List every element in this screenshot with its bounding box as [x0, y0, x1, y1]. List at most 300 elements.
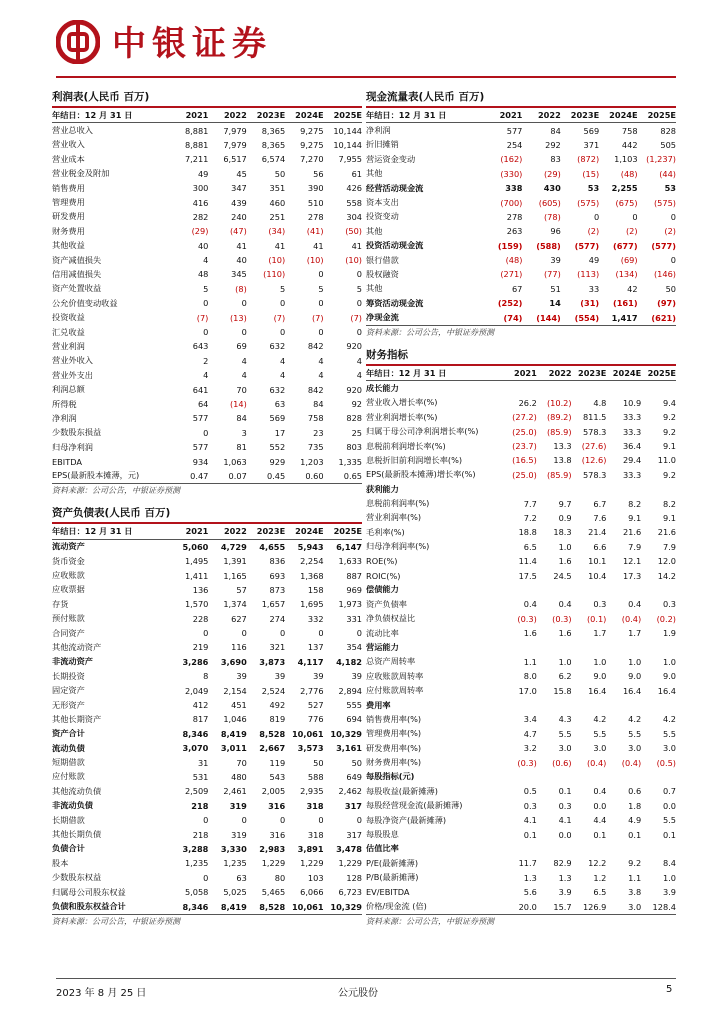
cell-value: 0	[318, 269, 324, 280]
cell-value: 17	[274, 427, 286, 438]
cell-value: 0	[318, 628, 324, 639]
table-row	[366, 453, 676, 467]
cell-value: 7.7	[523, 498, 537, 509]
table-row	[366, 755, 676, 769]
row-label: 资产处置收益	[52, 283, 102, 294]
cell-value: 426	[346, 183, 362, 194]
table-row	[366, 655, 676, 669]
cell-value: 5.5	[558, 728, 572, 739]
cell-value: (0.4)	[586, 757, 607, 768]
table-row	[52, 224, 362, 238]
cell-value: 6.7	[593, 498, 607, 509]
row-label: 其他	[366, 283, 383, 294]
row-label: 归属母公司股东权益	[52, 886, 126, 897]
table-row	[52, 554, 362, 568]
table-row	[366, 253, 676, 267]
cell-value: 5,943	[297, 541, 324, 552]
cell-value: (7)	[196, 312, 209, 323]
cell-value: 8,528	[247, 899, 285, 914]
cell-value: 51	[550, 283, 561, 294]
header-label: 年结日：12 月 31 日	[366, 366, 502, 381]
cell-value: 920	[346, 384, 362, 395]
header-year: 2024E	[599, 108, 637, 123]
cell-value: 1.3	[558, 872, 572, 883]
cell-value: 11.7	[518, 858, 537, 869]
row-label: 净现金流	[366, 310, 484, 325]
table-row	[52, 325, 362, 339]
row-label: 息税前利润率(%)	[366, 498, 430, 509]
row-label: 非流动负债	[52, 800, 93, 811]
footer-date: 2023 年 8 月 25 日	[56, 988, 147, 999]
cell-value: 57	[236, 584, 247, 595]
income-title: 利润表(人民币 百万)	[52, 88, 362, 108]
table-row	[52, 253, 362, 267]
row-label: 无形资产	[52, 699, 85, 710]
header-year: 2021	[170, 108, 208, 123]
cell-value: 116	[231, 642, 247, 653]
cell-value: 49	[588, 255, 600, 266]
table-row	[366, 267, 676, 281]
cell-value: 873	[269, 584, 286, 595]
cell-value: (44)	[659, 168, 676, 179]
cell-value: 412	[192, 700, 209, 711]
cell-value: (97)	[657, 298, 676, 309]
cell-value: 6.5	[523, 541, 537, 552]
table-row	[366, 784, 676, 798]
table-row	[52, 827, 362, 841]
cell-value: 0	[279, 815, 286, 826]
cell-value: 0	[203, 327, 209, 338]
cell-value: 3.0	[606, 899, 641, 914]
cell-value: (0.5)	[656, 757, 676, 768]
cell-value: (113)	[577, 269, 600, 280]
cell-value: 10,329	[330, 728, 362, 739]
row-label: 应收账款	[52, 570, 85, 581]
row-label: 股本	[52, 857, 69, 868]
row-label: 流动负债	[52, 742, 85, 753]
row-label: 估值比率	[366, 843, 399, 854]
cell-value: 1.0	[662, 656, 676, 667]
table-row	[366, 712, 676, 726]
table-header-row	[366, 366, 676, 381]
row-label: 公允价值变动收益	[52, 297, 118, 308]
cell-value: (25.0)	[512, 469, 537, 480]
cell-value: 96	[550, 226, 561, 237]
cell-value: 5,025	[223, 887, 247, 898]
cell-value: 0	[318, 298, 324, 309]
cell-value: 588	[307, 771, 324, 782]
cell-value: 17.5	[518, 570, 537, 581]
cell-value: 278	[307, 211, 324, 222]
table-row	[366, 511, 676, 525]
table-row	[52, 239, 362, 253]
cell-value: 25	[351, 427, 362, 438]
cell-value: 0.0	[662, 800, 676, 811]
table-header-row	[366, 108, 676, 123]
row-label: 负债合计	[52, 843, 85, 854]
cell-value: (74)	[484, 310, 522, 325]
cell-value: (10)	[345, 255, 362, 266]
row-label: 营运资金变动	[366, 153, 416, 164]
cell-value: 3.2	[523, 743, 537, 754]
cashflow-table	[366, 108, 676, 326]
table-row	[366, 640, 676, 654]
cell-value: (27.6)	[581, 441, 607, 451]
cell-value: 24.5	[553, 570, 572, 581]
cell-value: 351	[269, 183, 286, 194]
cell-value	[606, 770, 641, 784]
cell-value: 5.5	[662, 728, 676, 739]
cell-value: 17.3	[622, 570, 642, 581]
cell-value: 3,286	[182, 656, 209, 667]
row-label: 流动资产	[52, 541, 85, 552]
table-row	[52, 282, 362, 296]
cell-value: 558	[346, 197, 362, 208]
cell-value: 0	[279, 628, 286, 639]
cell-value: 2,894	[338, 685, 362, 696]
cell-value: 9.2	[628, 858, 642, 869]
cell-value: 0.3	[523, 800, 537, 811]
cell-value: 1.2	[593, 872, 607, 883]
cell-value: 7,979	[223, 125, 247, 136]
cell-value	[502, 770, 537, 784]
cell-value: 9,275	[300, 139, 324, 150]
cell-value: 2,255	[611, 183, 638, 194]
cell-value: (577)	[651, 240, 676, 251]
cell-value: (0.4)	[621, 757, 642, 768]
row-label: 筹资活动现金流	[366, 297, 424, 308]
cell-value: 817	[192, 714, 209, 725]
cell-value: 218	[192, 829, 209, 840]
cell-value: 0	[356, 298, 362, 309]
cell-value: (10)	[268, 255, 286, 266]
cell-value: 4,729	[220, 541, 247, 552]
cell-value: (577)	[574, 240, 600, 251]
cell-value: 1,063	[223, 456, 247, 467]
cell-value: 318	[306, 800, 324, 811]
header-year: 2025E	[324, 524, 362, 539]
cell-value: 10,329	[324, 899, 362, 914]
cell-value: 6.6	[593, 541, 607, 552]
row-label: 应收账款周转率	[366, 670, 424, 681]
row-label: 短期借款	[52, 757, 85, 768]
cell-value: 126.9	[572, 899, 607, 914]
cell-value: 0	[670, 211, 676, 222]
cell-value: 0.3	[662, 599, 676, 610]
cell-value: 7.6	[593, 512, 607, 523]
cell-value: 158	[307, 584, 324, 595]
cell-value: 63	[236, 872, 247, 883]
cell-value	[641, 381, 676, 396]
cell-value: (0.3)	[517, 613, 537, 624]
cell-value	[572, 698, 607, 712]
table-row	[52, 899, 362, 914]
cell-value: 219	[192, 642, 209, 653]
header-label: 年结日：12 月 31 日	[366, 108, 484, 123]
cell-value: (271)	[500, 269, 523, 280]
cell-value: 0.9	[558, 512, 572, 523]
table-row	[366, 799, 676, 813]
row-label: 成长能力	[366, 382, 399, 393]
cell-value: 18.3	[553, 527, 572, 538]
cell-value	[537, 770, 572, 784]
cell-value: 0.45	[247, 469, 285, 484]
cell-value: 0	[318, 815, 324, 826]
cell-value: 8.2	[662, 498, 676, 509]
table-row	[52, 683, 362, 697]
cell-value: 543	[269, 771, 286, 782]
row-label: 少数股东权益	[52, 872, 102, 883]
cell-value: 527	[307, 700, 324, 711]
cell-value: 1.7	[593, 628, 607, 639]
cell-value: 64	[197, 399, 209, 409]
cell-value: 649	[346, 771, 362, 782]
cell-value: 4.2	[628, 714, 642, 725]
cell-value: 136	[192, 584, 209, 595]
cell-value	[606, 583, 641, 597]
cell-value: (41)	[306, 226, 324, 237]
cell-value: 5,060	[182, 541, 209, 552]
table-row	[52, 181, 362, 195]
cell-value: 1,335	[338, 456, 362, 467]
cell-value: 84	[313, 399, 324, 409]
cell-value: 3,891	[297, 843, 324, 854]
cell-value: (29)	[543, 168, 561, 179]
cell-value: (675)	[615, 197, 638, 208]
cell-value: 39	[550, 255, 561, 266]
table-row	[52, 167, 362, 181]
cell-value: 84	[550, 125, 561, 136]
table-row	[52, 382, 362, 396]
cell-value: 5	[279, 283, 286, 294]
cell-value	[641, 640, 676, 654]
cell-value: 128.4	[641, 899, 676, 914]
cell-value: (48)	[505, 255, 523, 266]
table-row	[366, 540, 676, 554]
table-row	[366, 210, 676, 224]
cell-value: 5.5	[593, 728, 607, 739]
cell-value: 3.0	[662, 743, 676, 754]
ratios-source: 资料来源：公司公告，中银证券预测	[366, 916, 494, 926]
cell-value	[537, 842, 572, 856]
cell-value: 6,066	[300, 887, 324, 898]
cell-value: 119	[269, 757, 286, 768]
table-row	[366, 741, 676, 755]
cell-value: 1,235	[184, 858, 209, 869]
cell-value: 3,573	[297, 743, 324, 754]
cell-value: (8)	[235, 283, 247, 294]
table-row	[366, 683, 676, 697]
cell-value: 1.0	[628, 656, 642, 667]
cell-value: 61	[351, 168, 362, 179]
table-row	[52, 354, 362, 368]
cell-value	[572, 381, 607, 396]
cell-value: 36.4	[622, 441, 642, 451]
cell-value: 480	[231, 771, 247, 782]
cell-value: 15.8	[553, 685, 572, 696]
cell-value: 10,061	[285, 899, 323, 914]
row-label: 归母净利润	[52, 441, 93, 452]
header-year: 2022	[522, 108, 560, 123]
cell-value: (16.5)	[512, 455, 537, 466]
cell-value: 26.2	[518, 397, 537, 408]
cell-value: 4	[241, 355, 247, 366]
cell-value: 10.4	[588, 570, 607, 581]
cell-value: (621)	[638, 310, 676, 325]
cell-value: 9.1	[662, 441, 676, 451]
cell-value: 2,776	[300, 685, 324, 696]
row-label: 折旧摊销	[366, 139, 399, 150]
cell-value: 0.1	[628, 829, 642, 840]
cell-value: 304	[346, 211, 362, 222]
cell-value	[641, 698, 676, 712]
cashflow-title: 现金流量表(人民币 百万)	[366, 88, 676, 108]
cell-value: 70	[236, 384, 247, 395]
row-label: 所得税	[52, 398, 77, 409]
footer-company: 公元股份	[338, 988, 378, 999]
cell-value: (85.9)	[546, 426, 572, 437]
cell-value: 1,203	[300, 456, 324, 467]
cell-value: 3.0	[593, 743, 607, 754]
cell-value: 67	[511, 283, 523, 294]
cell-value: 0.3	[593, 599, 607, 610]
cell-value: 4.1	[523, 815, 537, 826]
cell-value: 6,723	[338, 887, 362, 898]
cell-value: 15.7	[537, 899, 572, 914]
balance-source: 资料来源：公司公告，中银证券预测	[52, 916, 180, 926]
row-label: ROE(%)	[366, 556, 398, 567]
cell-value: 836	[269, 556, 286, 567]
row-label: 资产减值损失	[52, 254, 102, 265]
header-year: 2021	[170, 524, 208, 539]
header-year: 2023E	[561, 108, 599, 123]
cell-value	[537, 698, 572, 712]
cell-value: 3.8	[628, 887, 642, 898]
header-year: 2024E	[285, 108, 323, 123]
row-label: 汇兑收益	[52, 326, 85, 337]
cell-value: (48)	[620, 168, 638, 179]
cell-value	[572, 842, 607, 856]
row-label: 研发费用	[52, 211, 85, 222]
cell-value: 1.6	[558, 628, 572, 639]
cell-value: 33.3	[622, 469, 642, 480]
row-label: 偿债能力	[366, 584, 399, 595]
table-row	[52, 856, 362, 870]
cell-value: 0.0	[593, 800, 607, 811]
cell-value: 1,103	[614, 154, 638, 165]
cell-value: 3,873	[259, 656, 286, 667]
cell-value: 292	[545, 139, 561, 150]
table-row	[52, 871, 362, 885]
cell-value: 8,881	[184, 139, 209, 150]
cell-value: 5,058	[184, 887, 209, 898]
cell-value: 3.4	[523, 714, 537, 725]
cell-value: 41	[313, 240, 324, 251]
cell-value: 0.1	[558, 786, 572, 797]
cell-value: 442	[621, 139, 638, 150]
table-row	[52, 727, 362, 741]
row-label: 银行借款	[366, 254, 399, 265]
table-row	[366, 396, 676, 410]
table-row	[366, 282, 676, 296]
table-row	[366, 554, 676, 568]
cell-value: 627	[231, 613, 247, 624]
cell-value: (2)	[587, 226, 600, 237]
cell-value: 50	[274, 168, 286, 179]
cell-value: (588)	[536, 240, 561, 251]
row-label: 财务费用	[52, 225, 85, 236]
header-label: 年结日：12 月 31 日	[52, 108, 170, 123]
header-year: 2025E	[638, 108, 676, 123]
cell-value: 776	[307, 714, 324, 725]
cell-value: 8,881	[184, 125, 209, 136]
cell-value: 929	[269, 456, 286, 467]
cell-value: 70	[236, 757, 247, 768]
table-row	[366, 439, 676, 453]
cell-value: 4	[203, 370, 209, 381]
cell-value: 42	[627, 283, 638, 294]
cell-value: (0.1)	[586, 613, 607, 624]
table-row	[366, 856, 676, 870]
cell-value: 1,229	[261, 858, 286, 869]
table-row	[52, 210, 362, 224]
cell-value: (677)	[612, 240, 638, 251]
table-row	[52, 885, 362, 899]
cell-value: 439	[231, 197, 247, 208]
table-row	[52, 539, 362, 554]
cell-value: 0.4	[558, 599, 572, 610]
cell-value	[641, 770, 676, 784]
table-row	[366, 482, 676, 496]
table-row	[366, 871, 676, 885]
cell-value: 82.9	[553, 858, 572, 869]
cell-value: 13.8	[553, 455, 572, 466]
cell-value	[537, 583, 572, 597]
row-label: 货币资金	[52, 555, 85, 566]
cell-value: 8,365	[261, 139, 286, 150]
cell-value: 5,465	[261, 887, 286, 898]
cell-value: 0	[241, 815, 247, 826]
row-label: 息税前利润增长率(%)	[366, 440, 446, 451]
cell-value: 8,419	[220, 728, 247, 739]
cell-value: 53	[587, 183, 600, 194]
cell-value: 1,229	[338, 858, 362, 869]
cell-value: 9.0	[628, 671, 642, 682]
cell-value: 41	[274, 240, 286, 251]
table-row	[366, 424, 676, 438]
row-label: 其他	[366, 168, 383, 179]
cell-value: 39	[274, 671, 286, 682]
cell-value: 4,117	[297, 656, 324, 667]
cell-value: (605)	[538, 197, 561, 208]
cell-value: 3.0	[558, 743, 572, 754]
cell-value: 14	[549, 298, 561, 309]
cell-value: 0	[241, 298, 247, 309]
row-label: 每股收益(最新摊薄)	[366, 785, 438, 796]
cell-value	[572, 482, 607, 496]
header-year: 2023E	[247, 524, 285, 539]
row-label: 信用减值损失	[52, 268, 102, 279]
cell-value: 354	[346, 642, 362, 653]
cell-value: (252)	[497, 298, 523, 309]
row-label: 其他收益	[52, 240, 85, 251]
cell-value: 2,983	[259, 843, 286, 854]
cell-value: (554)	[561, 310, 599, 325]
cell-value: 45	[236, 168, 247, 179]
cell-value: 3,070	[182, 743, 209, 754]
cell-value: 1,633	[338, 556, 362, 567]
cell-value	[502, 583, 537, 597]
